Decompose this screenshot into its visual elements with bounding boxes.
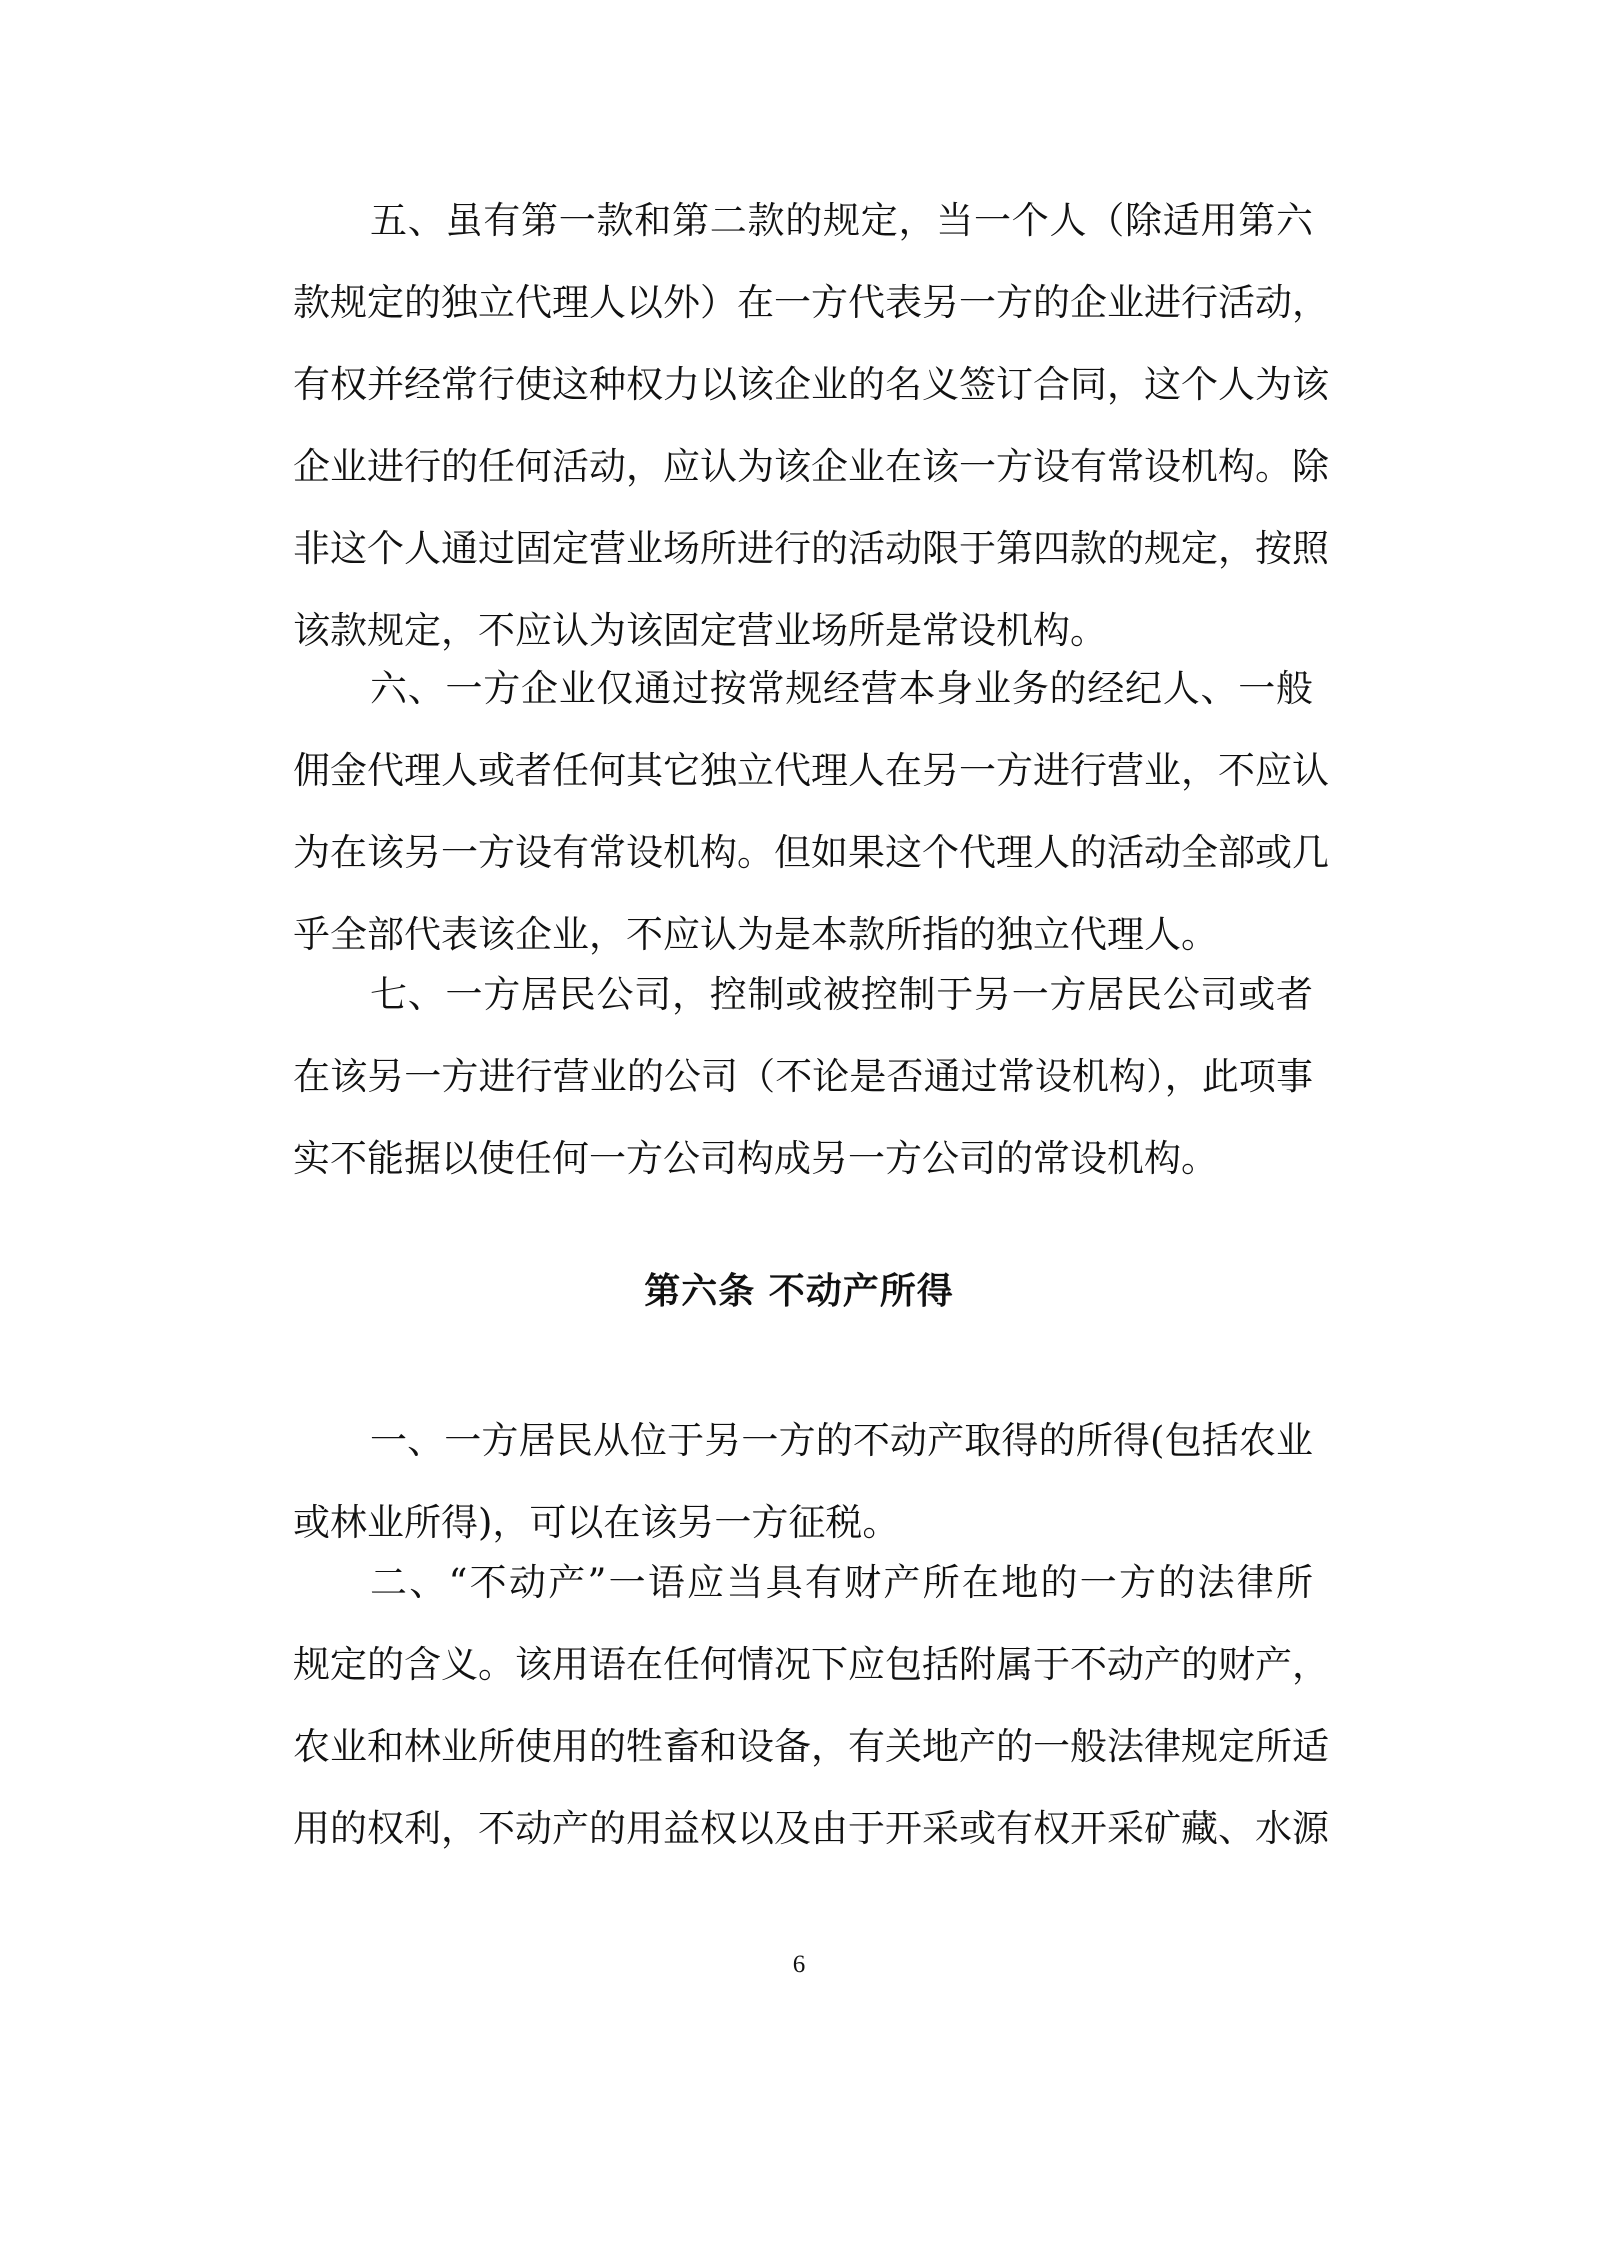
text-line: 七、一方居民公司，控制或被控制于另一方居民公司或者 <box>370 973 1313 1016</box>
text-line: 在该另一方进行营业的公司（不论是否通过常设机构），此项事 <box>293 1055 1313 1098</box>
text-line: 非这个人通过固定营业场所进行的活动限于第四款的规定，按照 <box>293 527 1329 570</box>
article-heading: 第六条 不动产所得 <box>644 1271 954 1312</box>
text-line: 款规定的独立代理人以外）在一方代表另一方的企业进行活动， <box>293 281 1329 324</box>
text-line: 一、一方居民从位于另一方的不动产取得的所得(包括农业 <box>370 1419 1313 1462</box>
text-line: 五、虽有第一款和第二款的规定，当一个人（除适用第六 <box>370 199 1313 242</box>
text-line: 佣金代理人或者任何其它独立代理人在另一方进行营业，不应认 <box>293 749 1329 792</box>
text-line: 有权并经常行使这种权力以该企业的名义签订合同，这个人为该 <box>293 363 1329 406</box>
text-line: 或林业所得)，可以在该另一方征税。 <box>293 1501 900 1544</box>
text-line: 为在该另一方设有常设机构。但如果这个代理人的活动全部或几 <box>293 831 1329 874</box>
text-line: 乎全部代表该企业，不应认为是本款所指的独立代理人。 <box>293 913 1218 956</box>
text-line: 该款规定，不应认为该固定营业场所是常设机构。 <box>293 609 1107 652</box>
text-line: 农业和林业所使用的牲畜和设备，有关地产的一般法律规定所适 <box>293 1725 1329 1768</box>
text-line: 六、一方企业仅通过按常规经营本身业务的经纪人、一般 <box>370 667 1313 710</box>
text-line: 二、“不动产”一语应当具有财产所在地的一方的法律所 <box>370 1561 1313 1604</box>
text-line: 用的权利，不动产的用益权以及由于开采或有权开采矿藏、水源 <box>293 1807 1329 1850</box>
text-line: 实不能据以使任何一方公司构成另一方公司的常设机构。 <box>293 1137 1218 1180</box>
page-number: 6 <box>792 1951 806 1978</box>
text-line: 规定的含义。该用语在任何情况下应包括附属于不动产的财产， <box>293 1643 1329 1686</box>
text-line: 企业进行的任何活动，应认为该企业在该一方设有常设机构。除 <box>293 445 1329 488</box>
